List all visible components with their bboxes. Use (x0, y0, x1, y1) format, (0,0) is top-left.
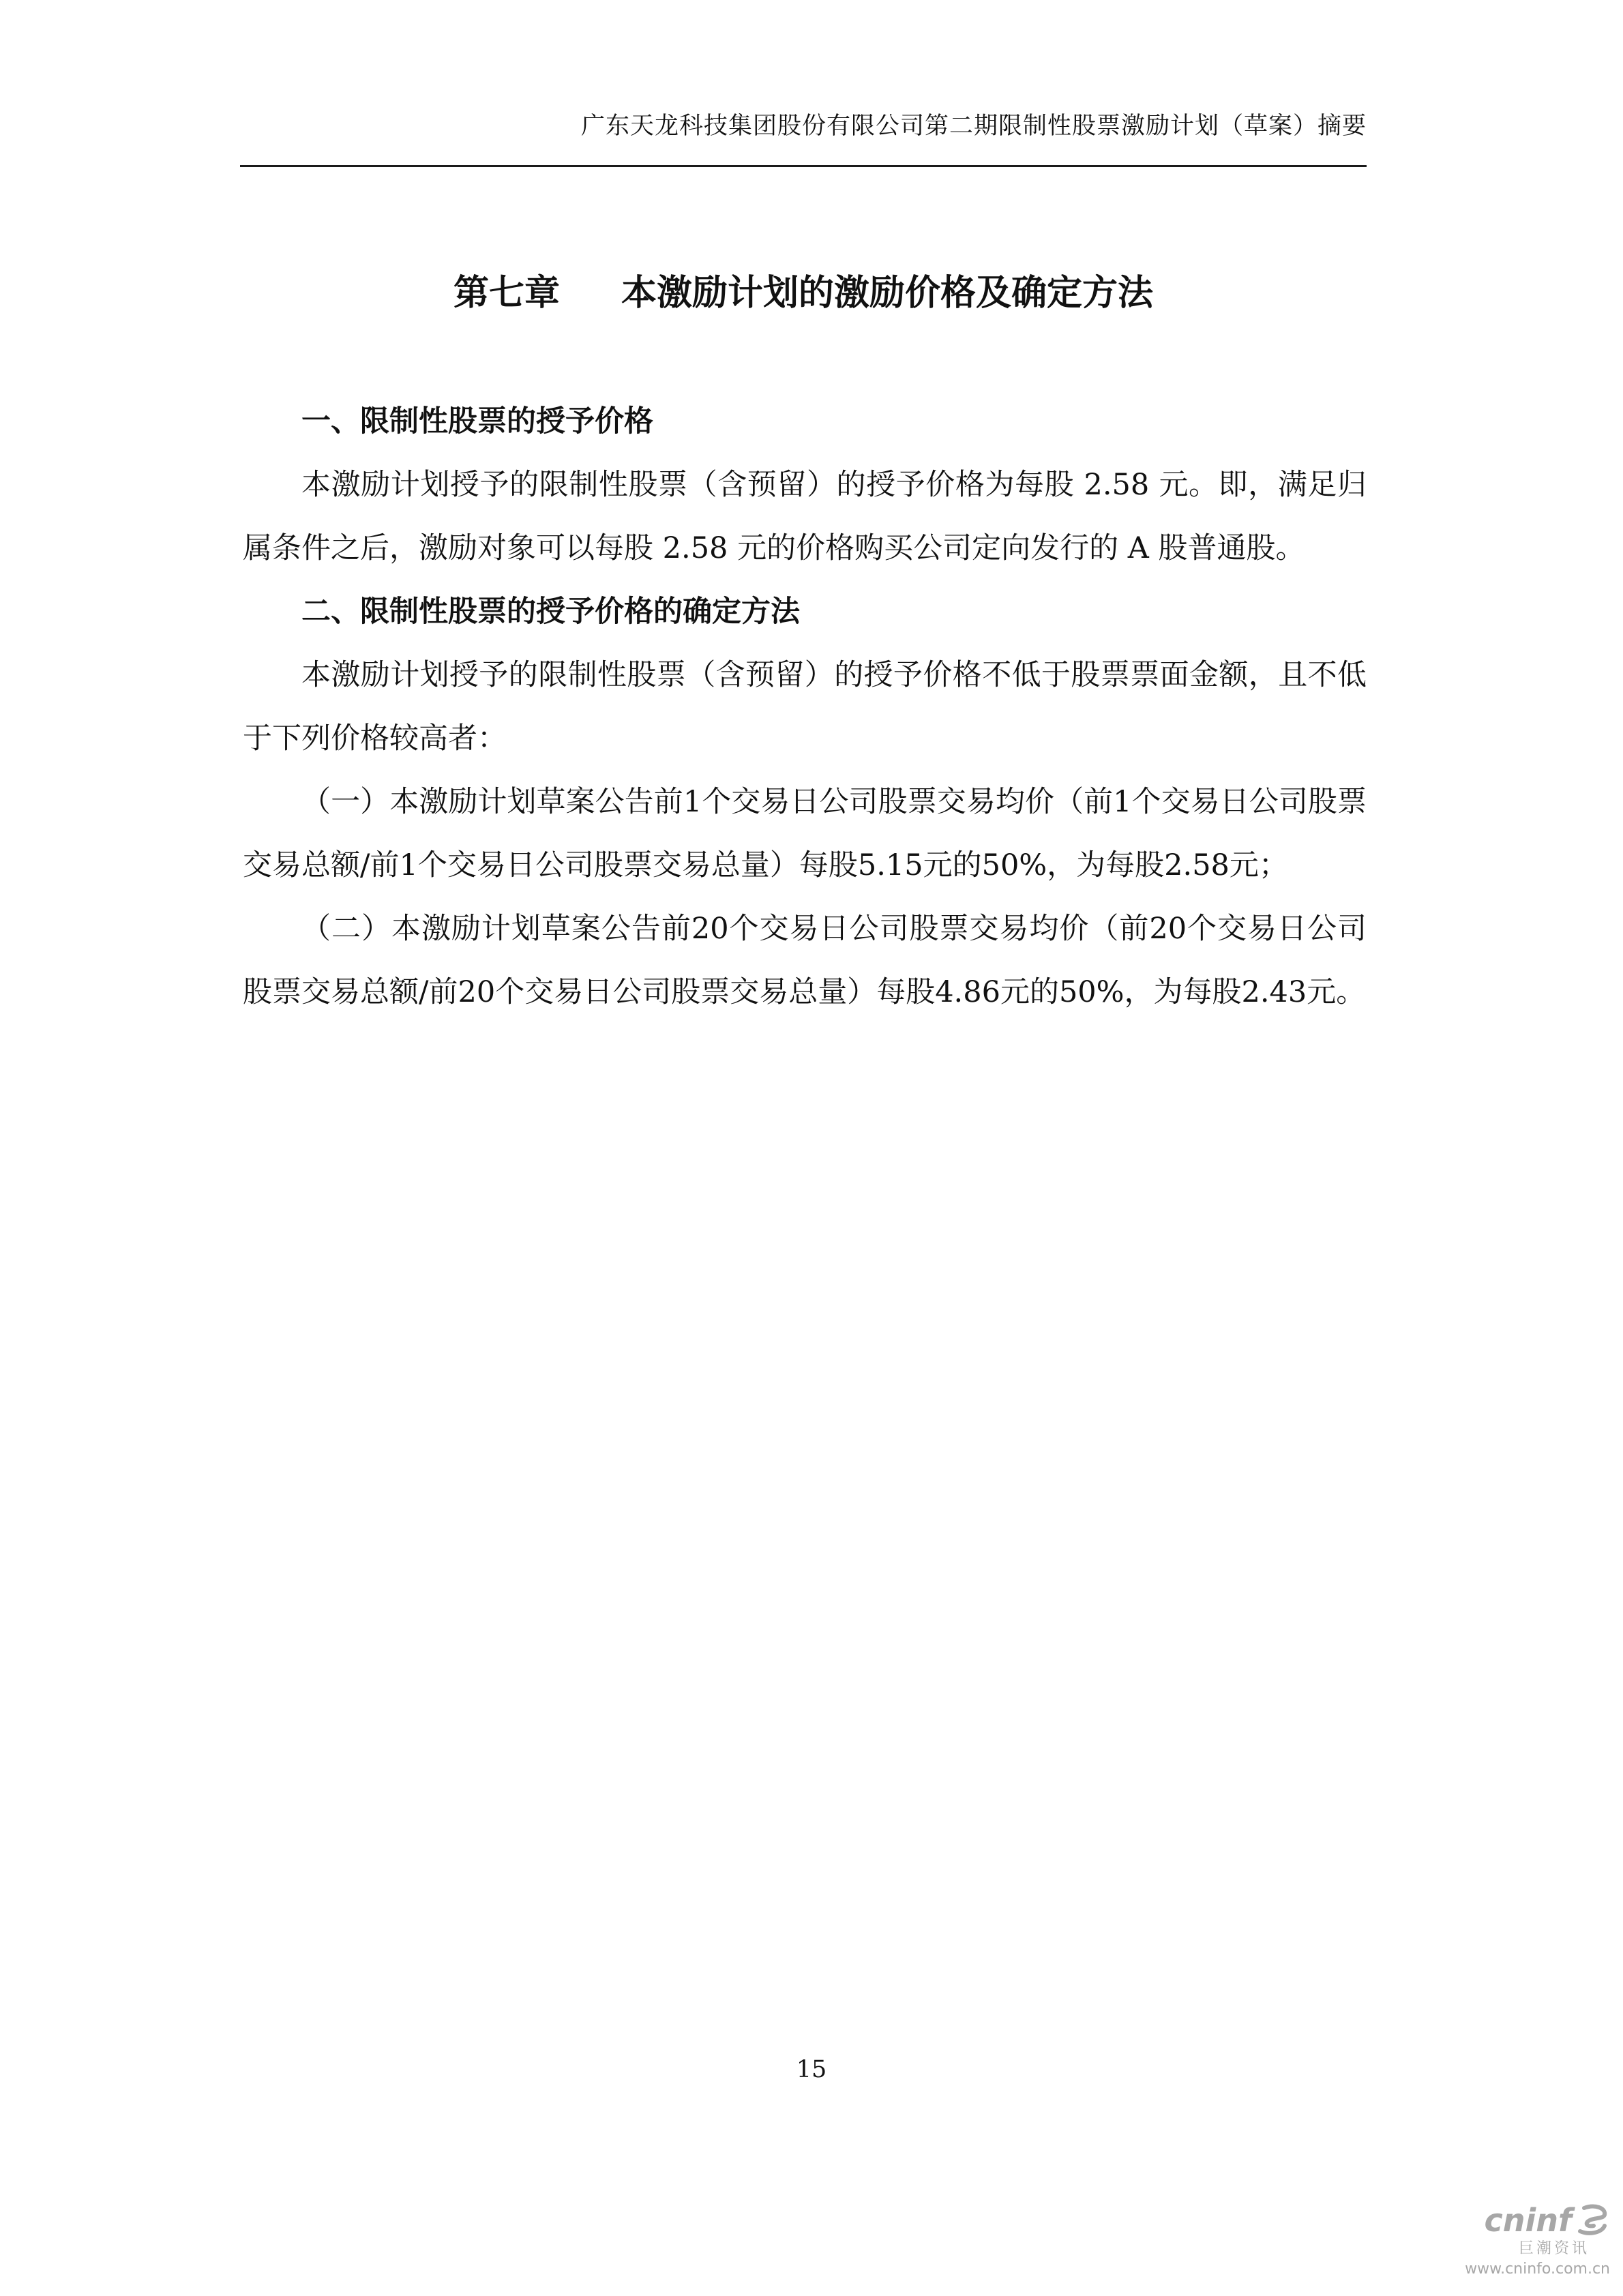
section-heading: 二、限制性股票的授予价格的确定方法 (301, 595, 800, 629)
cninfo-watermark-logo (1449, 2201, 1613, 2286)
body-paragraph: （二）本激励计划草案公告前20个交易日公司股票交易均价（前20个交易日公司股票交易总额/前20个交易日公司股票交易总量）每股4.86元的50%，为每股2.43元。 (243, 912, 1367, 1009)
chapter-number: 第七章 (453, 272, 560, 314)
logo-url: www.cninfo.com.cn (1465, 2261, 1610, 2278)
page-number: 15 (796, 2056, 827, 2083)
cninfo-logo-icon (1575, 2204, 1610, 2237)
header-divider (240, 165, 1367, 167)
body-paragraph: 本激励计划授予的限制性股票（含预留）的授予价格不低于股票票面金额，且不低于下列价格较高者： (243, 658, 1367, 756)
logo-wordmark: cninf (1484, 2202, 1572, 2239)
body-paragraph: 本激励计划授予的限制性股票（含预留）的授予价格为每股 2.58 元。即，满足归属条件之后，激励对象可以每股 2.58 元的价格购买公司定向发行的 A 股普通股。 (243, 468, 1367, 565)
body-paragraph: （一）本激励计划草案公告前1个交易日公司股票交易均价（前1个交易日公司股票交易总额/前1个交易日公司股票交易总量）每股5.15元的50%，为每股2.58元； (243, 785, 1367, 882)
chapter-title (240, 266, 1367, 320)
chapter-heading: 本激励计划的激励价格及确定方法 (621, 272, 1154, 314)
section-heading: 一、限制性股票的授予价格 (301, 404, 653, 438)
document-header: 广东天龙科技集团股份有限公司第二期限制性股票激励计划（草案）摘要 (580, 113, 1367, 140)
logo-chinese-name: 巨潮资讯 (1518, 2240, 1590, 2257)
document-body (243, 390, 1367, 1024)
